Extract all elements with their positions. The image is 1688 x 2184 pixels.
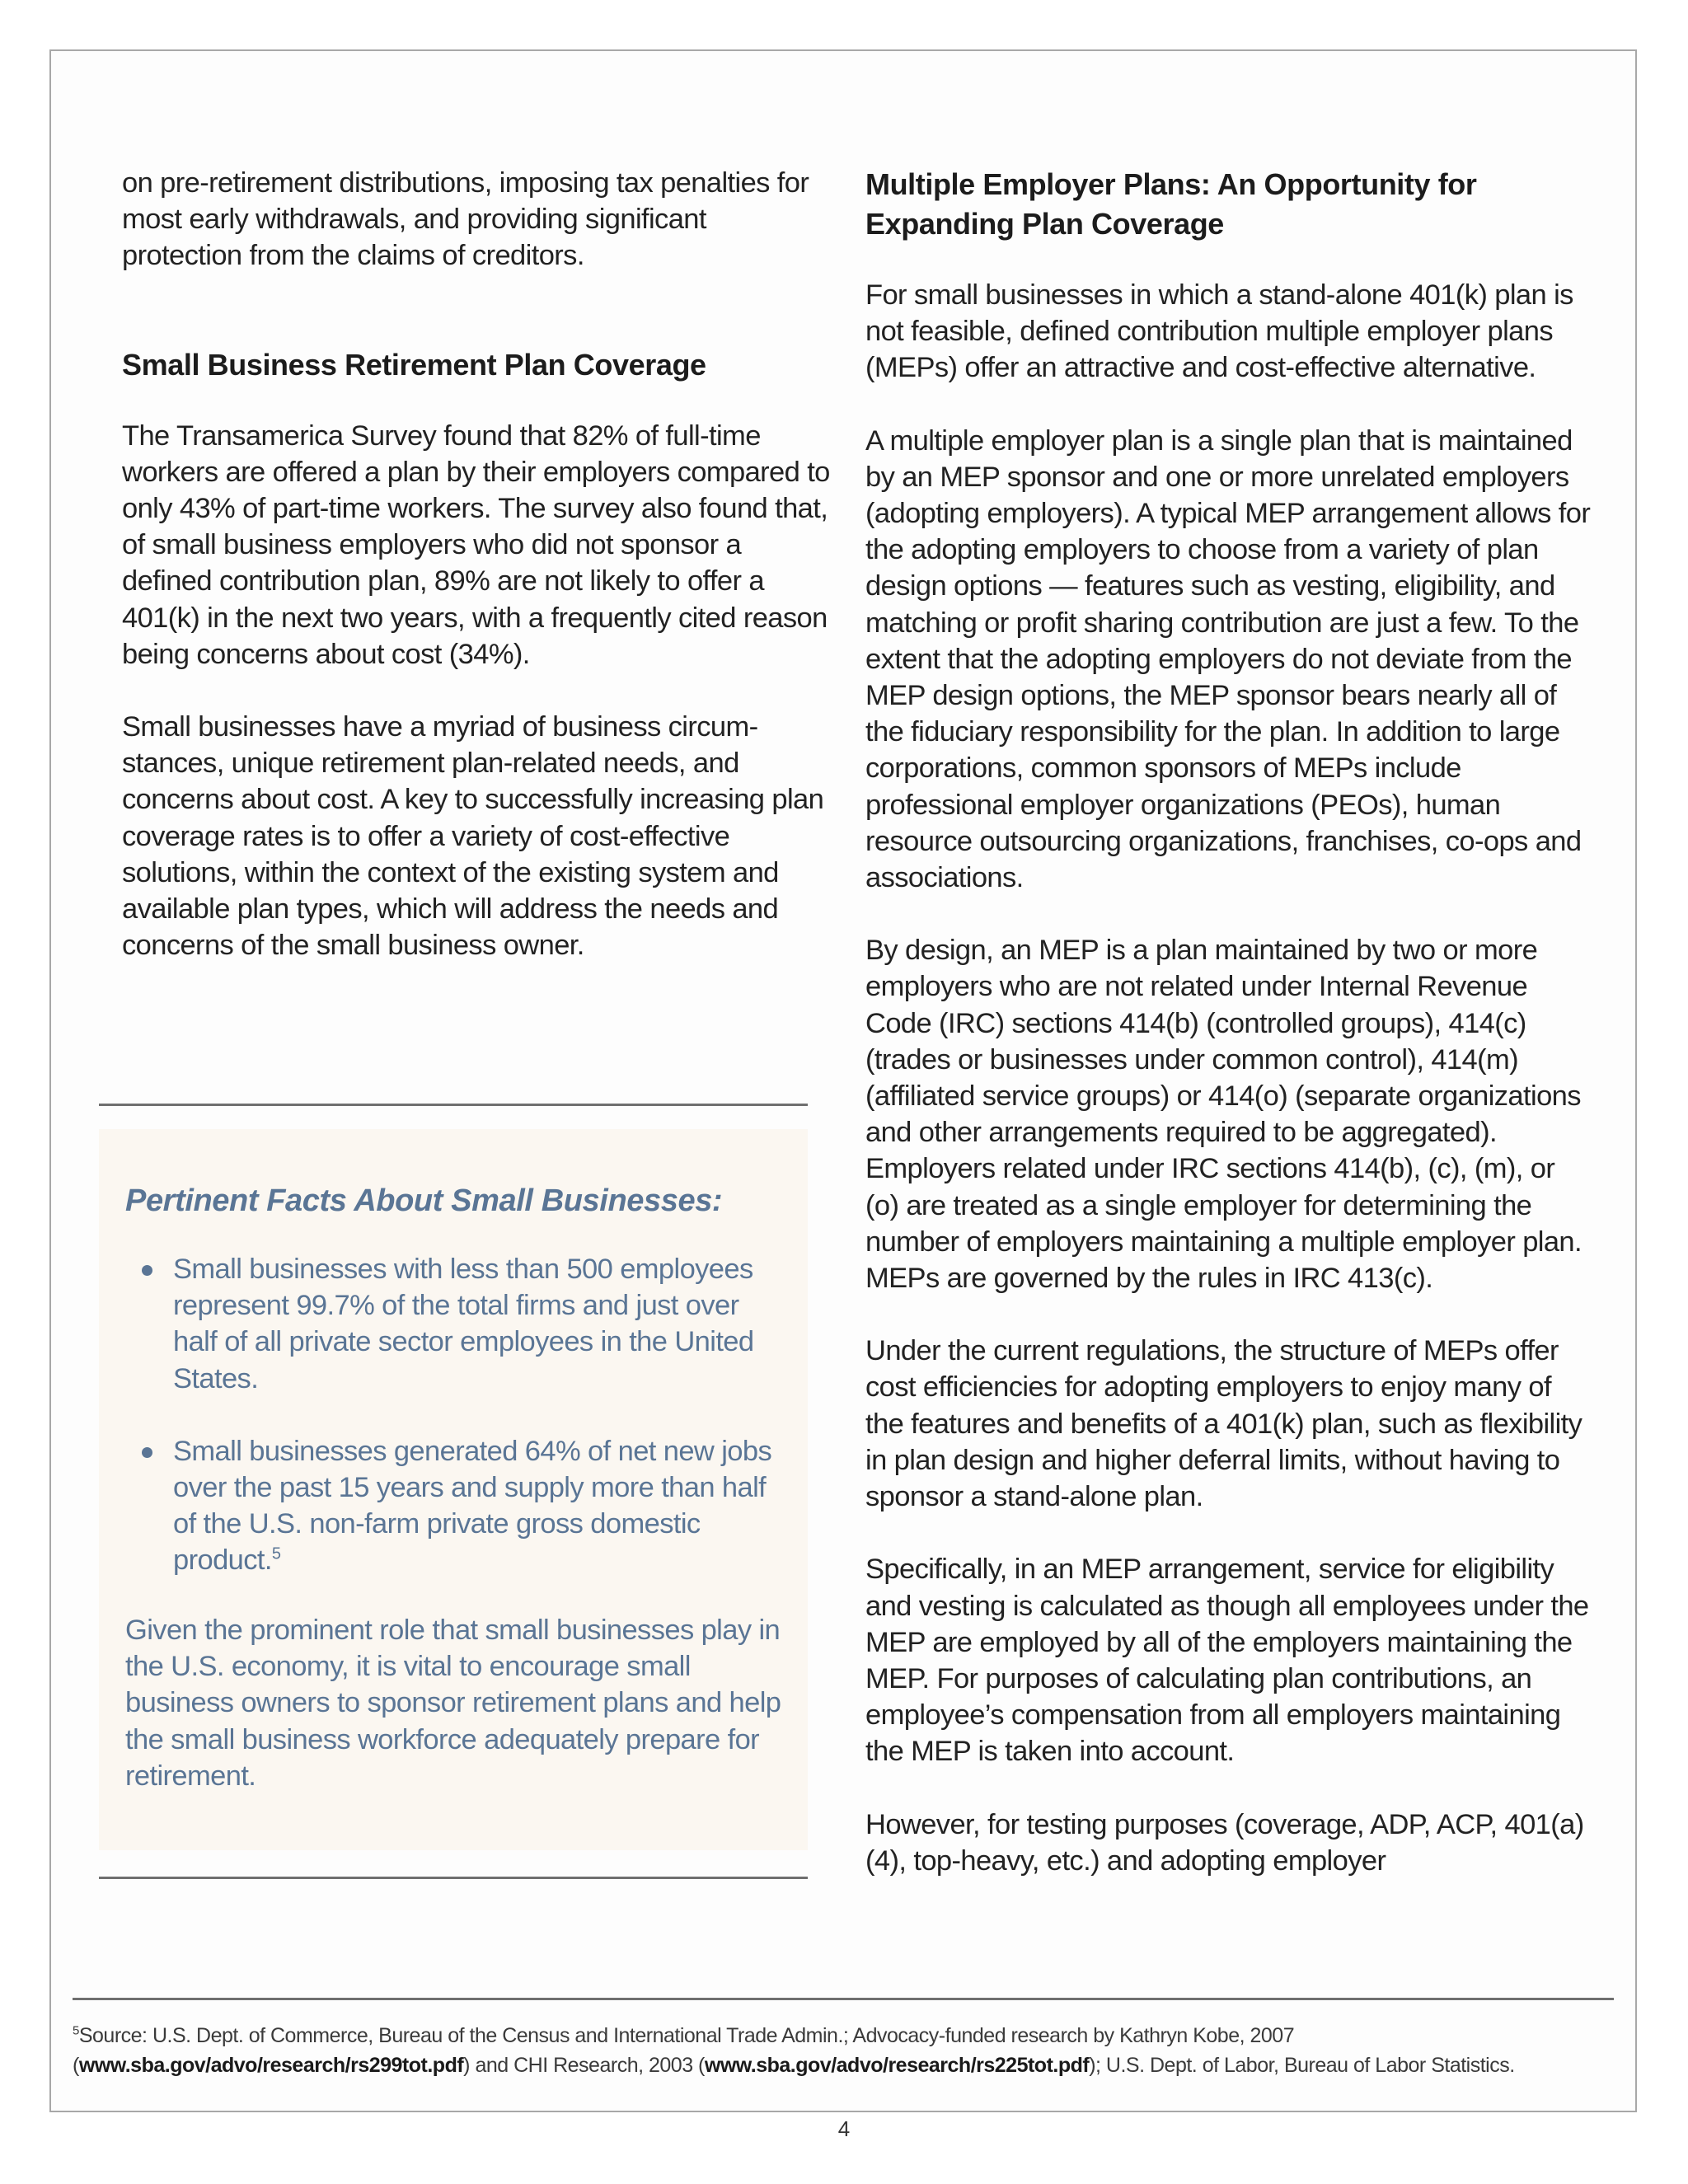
bullet-icon bbox=[142, 1265, 152, 1276]
mep-paragraph-2: A multiple employer plan is a single plan that is maintained by an MEP sponsor and one or more unrelated employers (adopting employers). A typical MEP arrangement allows for the adopting employers to choose from a variety of plan design options — features such as vesting, eligibility, and matching or profit sharing contribution are just a few. To the extent that the adopting employers do not deviate from the MEP design options, the MEP sponsor bears nearly all of the fiduciary responsibility for the plan. In addition to large corporations, common sponsors of MEPs include professional employer organizations (PEOs), human resource outsourcing organizations, franchises, co-ops and associations. bbox=[865, 424, 1591, 894]
section-heading-coverage: Small Business Retirement Plan Coverage bbox=[122, 347, 706, 382]
mep-paragraph-6: However, for testing purposes (coverage, ADP, ACP, 401(a)(4), top-heavy, etc.) and adopting employer bbox=[865, 1808, 1584, 1877]
footnote-link-rs299[interactable]: www.sba.gov/advo/research/rs299tot.pdf bbox=[78, 2054, 464, 2077]
mep-paragraph-1: For small businesses in which a stand-alone 401(k) plan is not feasible, defined contribution multiple employer plans (MEPs) offer an attractive and cost-effective alternative. bbox=[865, 279, 1573, 384]
footnote-rule bbox=[73, 1998, 1614, 2000]
facts-list bbox=[125, 1251, 785, 1615]
footnote-link-rs225[interactable]: www.sba.gov/advo/research/rs225tot.pdf bbox=[704, 2054, 1090, 2077]
section-heading-mep: Multiple Employer Plans: An Opportunity for Expanding Plan Coverage bbox=[865, 167, 1477, 241]
footnote-paren: ( bbox=[73, 2054, 79, 2077]
intro-paragraph: on pre-retirement distributions, imposing tax penalties for most early withdrawals, and providing significant protection from the claims of creditors. bbox=[122, 167, 809, 272]
facts-callout-box bbox=[99, 1129, 808, 1850]
footnote-reference[interactable]: 5 bbox=[271, 1544, 281, 1563]
fact-text: Small businesses with less than 500 employees represent 99.7% of the total firms and just over half of all private sector employees in the United States. bbox=[173, 1254, 754, 1394]
right-column bbox=[865, 165, 1591, 1879]
fact-text: Small businesses generated 64% of net new jobs over the past 15 years and supply more than half of the U.S. non-farm private gross domestic product. bbox=[173, 1435, 772, 1577]
facts-title: Pertinent Facts About Small Businesses: bbox=[125, 1183, 723, 1218]
mep-paragraph-5: Specifically, in an MEP arrangement, service for eligibility and vesting is calculated as though all employees under the MEP are employed by all of the employers maintaining the MEP. For purposes of calculating plan contributions, an employee’s compensation from all employers maintaining the MEP is taken into account. bbox=[865, 1554, 1589, 1768]
facts-closing-paragraph: Given the prominent role that small businesses play in the U.S. economy, it is vital to encourage small business owners to sponsor retirement plans and help the small business workforce adequately prepare for retirement. bbox=[125, 1615, 781, 1792]
mep-paragraph-4: Under the current regulations, the structure of MEPs offer cost efficiencies for adopting employers to enjoy many of the features and benefits of a 401(k) plan, such as flexibility in plan design and higher deferral limits, without having to sponsor a stand-alone plan. bbox=[865, 1335, 1582, 1513]
facts-top-rule bbox=[99, 1104, 808, 1106]
footnote-marker: 5 bbox=[73, 2023, 79, 2038]
mep-paragraph-3: By design, an MEP is a plan maintained by two or more employers who are not related under Internal Revenue Code (IRC) sections 414(b) (controlled groups), 414(c) (trades or businesses under common control), 414(m) (affiliated service groups) or 414(o) (separate organizations and other arrangements required to be aggregated). Employers related under IRC sections 414(b), (c), (m), or (o) are treated as a single employer for determining the number of employers maintaining a multiple employer plan. MEPs are governed by the rules in IRC 413(c). bbox=[865, 935, 1582, 1295]
footnote-tail-text: ); U.S. Dept. of Labor, Bureau of Labor Statistics. bbox=[1089, 2054, 1515, 2077]
left-column bbox=[122, 165, 831, 963]
coverage-paragraph-1: The Transamerica Survey found that 82% of full-time workers are offered a plan by their employers compared to only 43% of part-time workers. The survey also found that, of small business employers who did not sponsor a defined contribution plan, 89% are not likely to offer a 401(k) in the next two years, with a frequently cited reason being concerns about cost (34%). bbox=[122, 419, 830, 670]
footnote-middle-text: ) and CHI Research, 2003 ( bbox=[463, 2054, 705, 2077]
coverage-paragraph-2: Small businesses have a myriad of business circum-stances, unique retirement plan-related needs, and concerns about cost. A key to successfully increasing plan coverage rates is to offer a variety of cost-effective solutions, within the context of the existing system and available plan types, which will address the needs and concerns of the small business owner. bbox=[122, 711, 824, 962]
fact-item bbox=[125, 1251, 785, 1397]
fact-item bbox=[125, 1433, 785, 1579]
bullet-icon bbox=[142, 1447, 152, 1458]
facts-bottom-rule bbox=[99, 1877, 808, 1879]
footnote-source-text: Source: U.S. Dept. of Commerce, Bureau of the Census and International Trade Admin.; Advocacy-funded research by Kathryn Kobe, 2007 bbox=[78, 2024, 1295, 2047]
footnote bbox=[73, 2021, 1606, 2080]
page-number: 4 bbox=[837, 2116, 851, 2141]
